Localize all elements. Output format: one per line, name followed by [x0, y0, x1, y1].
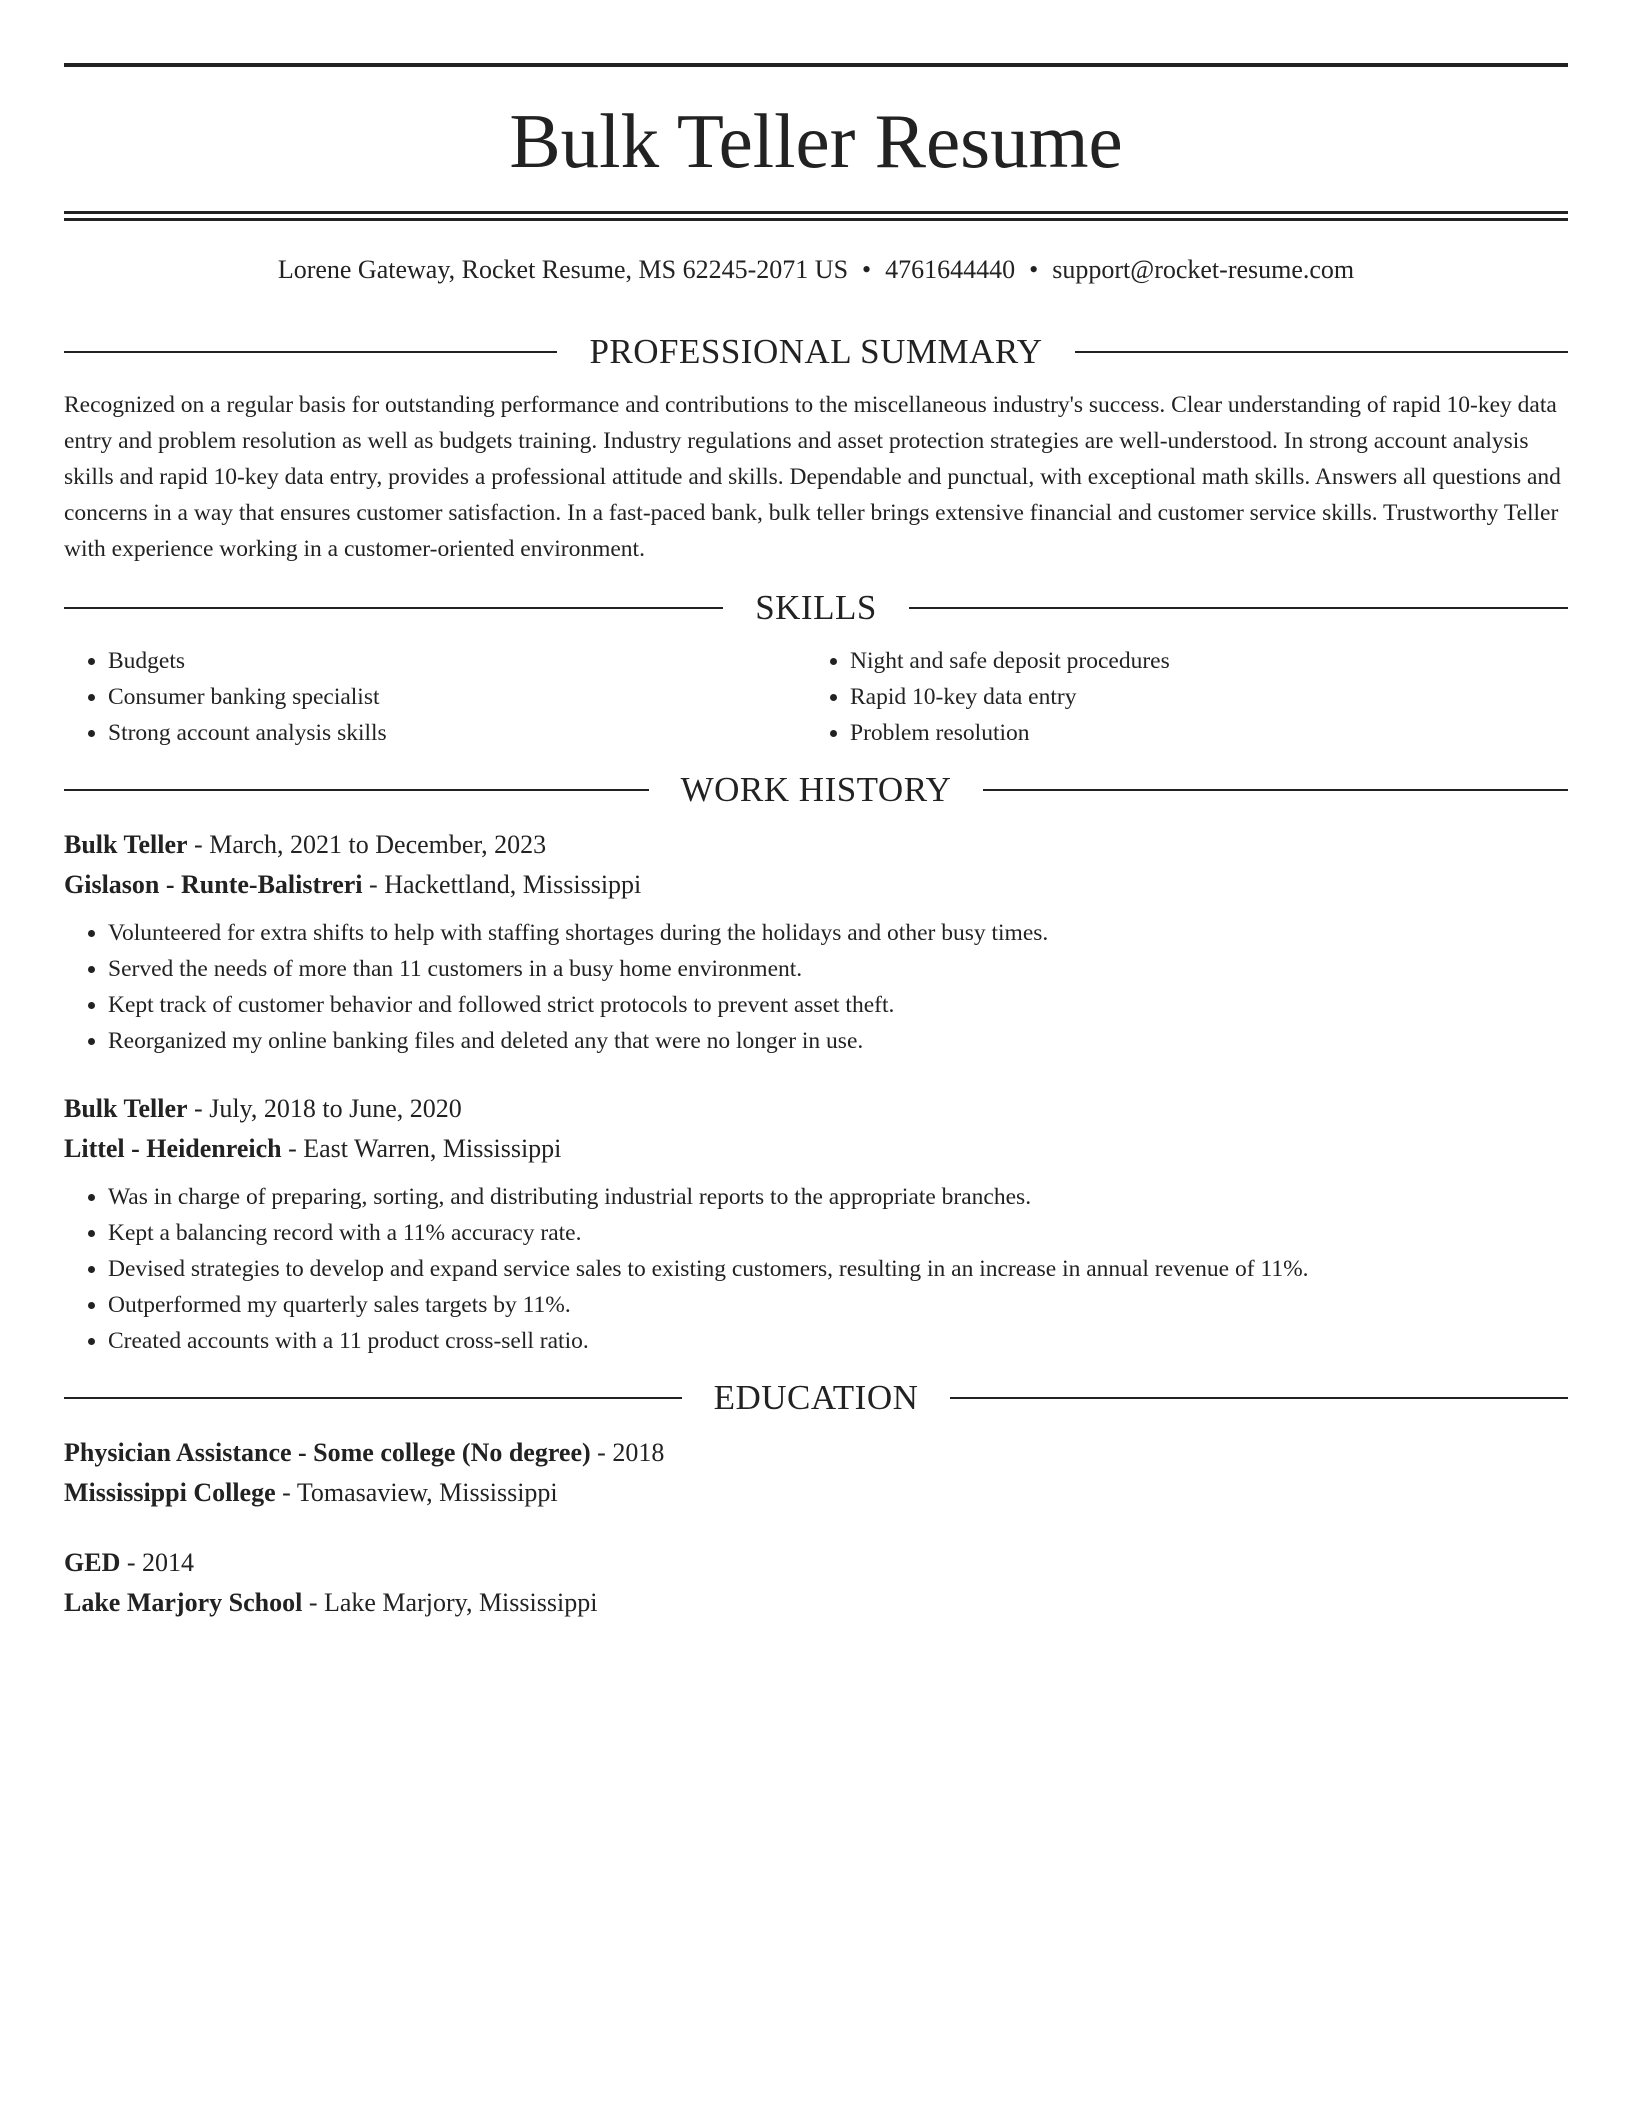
job-title-line	[64, 1089, 1568, 1129]
section-rule	[909, 607, 1568, 609]
skill-item: • Rapid 10-key data entry	[850, 679, 1548, 715]
section-rule	[64, 1397, 682, 1399]
job-title: Bulk Teller	[64, 830, 188, 859]
education-school: Lake Marjory School	[64, 1588, 303, 1617]
job-bullet: • Outperformed my quarterly sales targets by 11%.	[108, 1287, 1568, 1323]
education-year: - 2018	[590, 1438, 665, 1467]
section-rule	[64, 351, 557, 353]
summary-text: Recognized on a regular basis for outstanding performance and contributions to the miscellaneous industry's success. Clear understanding of rapid 10-key data entry and problem resolution as well as budgets training. Industry regulations and asset protection strategies are well-understood. In strong account analysis skills and rapid 10-key data entry, provides a professional attitude and skills. Dependable and punctual, with exceptional math skills. Answers all questions and concerns in a way that ensures customer satisfaction. In a fast-paced bank, bulk teller brings extensive financial and customer service skills. Trustworthy Teller with experience working in a customer-oriented environment.	[64, 392, 1561, 562]
education-school: Mississippi College	[64, 1478, 276, 1507]
job-title-line	[64, 825, 1568, 865]
section-header-work	[64, 767, 1568, 813]
skill-item: • Budgets	[108, 643, 806, 679]
job-bullet: • Kept track of customer behavior and followed strict protocols to prevent asset theft.	[108, 987, 1568, 1023]
education-entry	[64, 1543, 1568, 1623]
job-company: Gislason - Runte-Balistreri	[64, 870, 363, 899]
job-bullet: • Was in charge of preparing, sorting, and distributing industrial reports to the appropriate branches.	[108, 1179, 1568, 1215]
job-bullet: • Devised strategies to develop and expand service sales to existing customers, resulting in an increase in annual revenue of 11%.	[108, 1251, 1568, 1287]
section-header-education	[64, 1375, 1568, 1421]
job-location: - East Warren, Mississippi	[281, 1134, 562, 1163]
section-rule	[64, 607, 723, 609]
job-entry	[64, 1089, 1568, 1359]
section-rule	[64, 789, 649, 791]
job-entry	[64, 825, 1568, 1059]
resume-page	[64, 0, 1568, 1623]
section-rule	[1075, 351, 1568, 353]
section-title: SKILLS	[755, 588, 877, 627]
title-double-rule	[64, 211, 1568, 221]
education-school-line	[64, 1473, 1568, 1513]
job-title: Bulk Teller	[64, 1094, 188, 1123]
contact-phone: 4761644440	[885, 255, 1016, 284]
education-entry	[64, 1433, 1568, 1513]
skill-item: • Strong account analysis skills	[108, 715, 806, 751]
section-title: PROFESSIONAL SUMMARY	[589, 332, 1043, 371]
education-school-line	[64, 1583, 1568, 1623]
education-location: - Lake Marjory, Mississippi	[302, 1588, 598, 1617]
skills-list	[64, 643, 1568, 751]
section-rule	[950, 1397, 1568, 1399]
job-location: - Hackettland, Mississippi	[362, 870, 642, 899]
contact-line	[64, 255, 1568, 285]
top-rule	[64, 63, 1568, 67]
skills-column-right	[806, 643, 1548, 751]
contact-address: Lorene Gateway, Rocket Resume, MS 62245-2071 US	[277, 255, 849, 284]
job-company: Littel - Heidenreich	[64, 1134, 282, 1163]
job-company-line	[64, 1129, 1568, 1169]
education-degree-line	[64, 1543, 1568, 1583]
contact-separator: •	[1029, 255, 1039, 284]
job-bullet: • Kept a balancing record with a 11% accuracy rate.	[108, 1215, 1568, 1251]
section-title: EDUCATION	[713, 1378, 919, 1417]
education-year: - 2014	[120, 1548, 195, 1577]
contact-email: support@rocket-resume.com	[1052, 255, 1355, 284]
education-degree: GED	[64, 1548, 121, 1577]
section-header-summary	[64, 329, 1568, 375]
section-header-skills	[64, 585, 1568, 631]
section-title: WORK HISTORY	[680, 770, 952, 809]
job-bullet: • Volunteered for extra shifts to help with staffing shortages during the holidays and other busy times.	[108, 915, 1568, 951]
education-degree-line	[64, 1433, 1568, 1473]
skill-item: • Night and safe deposit procedures	[850, 643, 1548, 679]
education-degree: Physician Assistance - Some college (No degree)	[64, 1438, 591, 1467]
job-dates: - March, 2021 to December, 2023	[187, 830, 547, 859]
skill-item: • Consumer banking specialist	[108, 679, 806, 715]
resume-title: Bulk Teller Resume	[509, 98, 1123, 184]
job-bullet: • Reorganized my online banking files and deleted any that were no longer in use.	[108, 1023, 1568, 1059]
job-company-line	[64, 865, 1568, 905]
job-bullet: • Created accounts with a 11 product cross-sell ratio.	[108, 1323, 1568, 1359]
section-rule	[983, 789, 1568, 791]
contact-separator: •	[862, 255, 872, 284]
skills-column-left	[64, 643, 806, 751]
education-location: - Tomasaview, Mississippi	[275, 1478, 558, 1507]
skill-item: • Problem resolution	[850, 715, 1548, 751]
job-bullet: • Served the needs of more than 11 customers in a busy home environment.	[108, 951, 1568, 987]
job-dates: - July, 2018 to June, 2020	[187, 1094, 462, 1123]
